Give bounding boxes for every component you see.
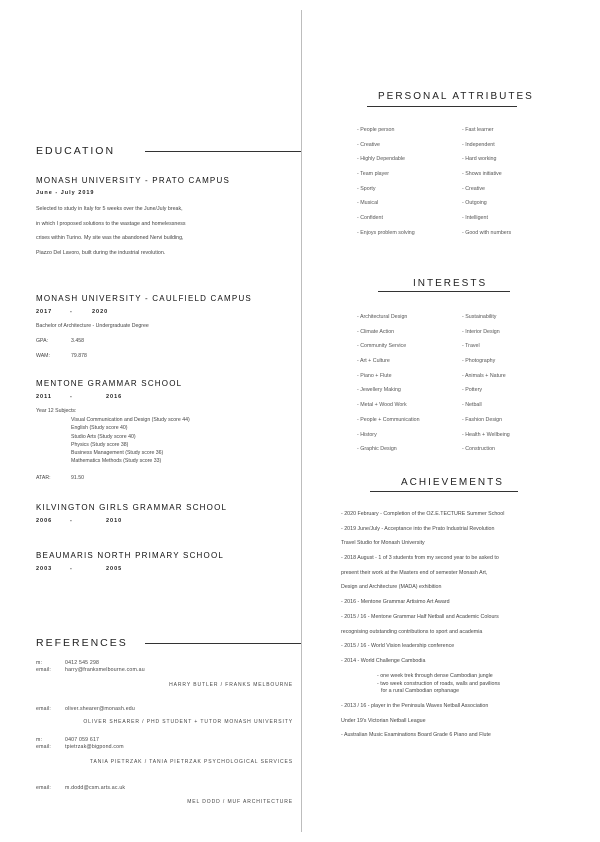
- list-item: - Fashion Design: [462, 416, 503, 423]
- list-item: Business Management (Study score 36): [71, 450, 164, 457]
- ref1-email-label: email:: [36, 667, 52, 673]
- list-item: - 2020 February - Completion of the OZ.E.TECTURE Summer School: [341, 511, 505, 517]
- list-item: recognising outstanding contributions to sport and academia: [341, 628, 483, 635]
- education-heading: EDUCATION: [36, 145, 116, 157]
- list-item: Studio Arts (Study score 40): [71, 433, 136, 440]
- beaumaris-year-from: 2003: [36, 566, 53, 572]
- ref4-name: MEL DODD / MUF ARCHITECTURE: [187, 799, 293, 805]
- list-item: - 2016 - Mentone Grammar Artisimo Art Award: [341, 599, 450, 606]
- caulfield-year-from: 2017: [36, 309, 53, 315]
- list-item: for a rural Cambodian orphanage: [381, 688, 460, 694]
- beaumaris-year-dash: -: [70, 566, 73, 572]
- list-item: English (Study score 40): [71, 425, 128, 432]
- personal-attributes-right-list: [462, 127, 511, 245]
- list-item: - Graphic Design: [357, 446, 397, 453]
- interests-heading: INTERESTS: [413, 278, 488, 289]
- achievements-list: [341, 511, 504, 673]
- list-item: Travel Studio for Monash University: [341, 540, 425, 547]
- list-item: - 2014 - World Challenge Cambodia: [341, 657, 426, 664]
- list-item: - Creative: [462, 185, 485, 192]
- list-item: - Construction: [462, 446, 495, 453]
- wam-value: 79.878: [71, 353, 87, 359]
- list-item: - Hard working: [462, 156, 497, 163]
- list-item: - Enjoys problem solving: [357, 229, 415, 236]
- achievements-list-continued: [341, 703, 491, 747]
- text-line: Selected to study in Italy for 5 weeks over the June/July break,: [36, 206, 183, 212]
- list-item: Visual Communication and Design (Study score 44): [71, 417, 190, 423]
- list-item: - 2019 June/July - Acceptance into the Prato Industrial Revolution: [341, 525, 495, 532]
- achievements-underline: [370, 491, 518, 492]
- list-item: Physics (Study score 38): [71, 441, 129, 448]
- achievements-heading: ACHIEVEMENTS: [401, 477, 504, 488]
- column-divider: [301, 10, 302, 832]
- ref2-email[interactable]: oliver.shearer@monash.edu: [65, 706, 135, 712]
- list-item: - Climate Action: [357, 328, 395, 335]
- achievements-sublist: [377, 673, 500, 696]
- caulfield-campus-title: MONASH UNIVERSITY - CAULFIELD CAMPUS: [36, 294, 252, 303]
- beaumaris-year-to: 2005: [106, 566, 123, 572]
- kilvington-year-to: 2010: [106, 518, 123, 524]
- mentone-year-to: 2016: [106, 394, 123, 400]
- ref4-email-label: email:: [36, 785, 52, 791]
- list-item: - one week trek through dense Cambodian jungle: [377, 673, 493, 679]
- mentone-year-dash: -: [70, 394, 73, 400]
- list-item: - Netball: [462, 402, 482, 409]
- list-item: - Health + Wellbeing: [462, 431, 510, 438]
- caulfield-degree: Bachelor of Architecture - Undergraduate Degree: [36, 323, 149, 329]
- list-item: - Travel: [462, 343, 480, 350]
- references-heading: REFERENCES: [36, 637, 128, 649]
- atar-value: 91.50: [71, 475, 84, 481]
- list-item: - Metal + Wood Work: [357, 402, 407, 409]
- wam-label: WAM:: [36, 353, 50, 359]
- text-line: Piazzo Del Lavoro, built during the industrial revolution.: [36, 249, 166, 256]
- list-item: - Highly Dependable: [357, 156, 405, 163]
- list-item: - Sporty: [357, 185, 376, 192]
- list-item: - People + Communication: [357, 416, 420, 423]
- list-item: - Shows initiative: [462, 171, 502, 178]
- kilvington-year-dash: -: [70, 518, 73, 524]
- list-item: - Interior Design: [462, 328, 500, 335]
- list-item: - Jewellery Making: [357, 387, 401, 394]
- mentone-year-from: 2011: [36, 394, 52, 400]
- ref3-mobile-label: m:: [36, 737, 43, 743]
- list-item: - Intelligent: [462, 215, 488, 222]
- beaumaris-title: BEAUMARIS NORTH PRIMARY SCHOOL: [36, 551, 225, 560]
- interests-underline: [378, 291, 510, 292]
- gpa-value: 3.458: [71, 338, 84, 344]
- list-item: - People person: [357, 127, 395, 133]
- prato-campus-description: [36, 202, 276, 260]
- ref1-mobile: 0412 545 298: [65, 660, 100, 666]
- list-item: - Musical: [357, 200, 379, 207]
- education-underline: [145, 151, 301, 152]
- list-item: - Outgoing: [462, 200, 487, 207]
- ref4-email[interactable]: m.dodd@csm.arts.ac.uk: [65, 785, 126, 791]
- ref2-name: OLIVER SHEARER / PHD STUDENT + TUTOR MONASH UNIVERSITY: [83, 719, 293, 725]
- subjects-list: [71, 416, 190, 466]
- ref1-mobile-label: m:: [36, 660, 43, 666]
- interests-right-list: [462, 314, 510, 461]
- kilvington-year-from: 2006: [36, 518, 53, 524]
- list-item: - Creative: [357, 141, 380, 148]
- ref3-email-label: email:: [36, 744, 52, 750]
- ref1-email[interactable]: harry@franksmelbourne.com.au: [65, 667, 145, 673]
- caulfield-year-dash: -: [70, 309, 73, 315]
- list-item: - Architectural Design: [357, 314, 408, 320]
- list-item: Design and Architecture (MADA) exhibition: [341, 584, 442, 591]
- list-item: - Pottery: [462, 387, 483, 394]
- list-item: - History: [357, 431, 377, 438]
- references-underline: [145, 643, 301, 644]
- gpa-label: GPA:: [36, 338, 49, 344]
- text-line: in which I proposed solutions to the wastage and homelessness: [36, 220, 186, 227]
- atar-label: ATAR:: [36, 475, 51, 481]
- list-item: - 2013 / 16 - player in the Peninsula Waves Netball Association: [341, 703, 489, 709]
- subjects-label: Year 12 Subjects:: [36, 408, 77, 414]
- ref3-mobile: 0407 059 617: [65, 737, 100, 743]
- list-item: - Fast learner: [462, 127, 494, 133]
- caulfield-year-to: 2020: [92, 309, 109, 315]
- list-item: - Sustainability: [462, 314, 497, 320]
- list-item: - 2015 / 16 - World Vision leadership conference: [341, 643, 455, 650]
- list-item: present their work at the Masters end of semester Monash Art,: [341, 569, 488, 576]
- list-item: - Confident: [357, 215, 383, 222]
- personal-attributes-heading: PERSONAL ATTRIBUTES: [378, 91, 534, 102]
- kilvington-title: KILVINGTON GIRLS GRAMMAR SCHOOL: [36, 503, 228, 512]
- ref3-email[interactable]: tpietrzak@bigpond.com: [65, 744, 124, 750]
- prato-campus-date: June - July 2019: [36, 190, 95, 196]
- ref2-email-label: email:: [36, 706, 52, 712]
- list-item: - two week construction of roads, walls and pavilions: [377, 680, 501, 687]
- personal-attributes-left-list: [357, 127, 415, 245]
- list-item: Mathematics Methods (Study score 33): [71, 458, 162, 465]
- mentone-title: MENTONE GRAMMAR SCHOOL: [36, 379, 183, 388]
- personal-attributes-underline: [367, 106, 517, 107]
- list-item: - Art + Culture: [357, 358, 390, 365]
- list-item: - Good with numbers: [462, 229, 512, 236]
- list-item: - 2018 August - 1 of 3 students from my second year to be asked to: [341, 555, 499, 562]
- ref3-name: TANIA PIETRZAK / TANIA PIETRZAK PSYCHOLOGICAL SERVICES: [89, 759, 293, 765]
- text-line: crises within Turino. My site was the abandoned Nervi building,: [36, 235, 184, 241]
- list-item: - Australian Music Examinations Board Grade 6 Piano and Flute: [341, 732, 491, 739]
- interests-left-list: [357, 314, 420, 461]
- list-item: - Independent: [462, 141, 495, 148]
- list-item: - Piano + Flute: [357, 372, 392, 379]
- list-item: - Animals + Nature: [462, 372, 506, 379]
- list-item: Under 19's Victorian Netball League: [341, 717, 426, 724]
- list-item: - Photography: [462, 358, 496, 365]
- list-item: - Community Service: [357, 343, 407, 350]
- prato-campus-title: MONASH UNIVERSITY - PRATO CAMPUS: [36, 176, 230, 185]
- ref1-name: HARRY BUTLER / FRANKS MELBOURNE: [169, 682, 293, 688]
- list-item: - 2015 / 16 - Mentone Grammar Half Netball and Academic Colours: [341, 613, 499, 620]
- list-item: - Team player: [357, 171, 389, 178]
